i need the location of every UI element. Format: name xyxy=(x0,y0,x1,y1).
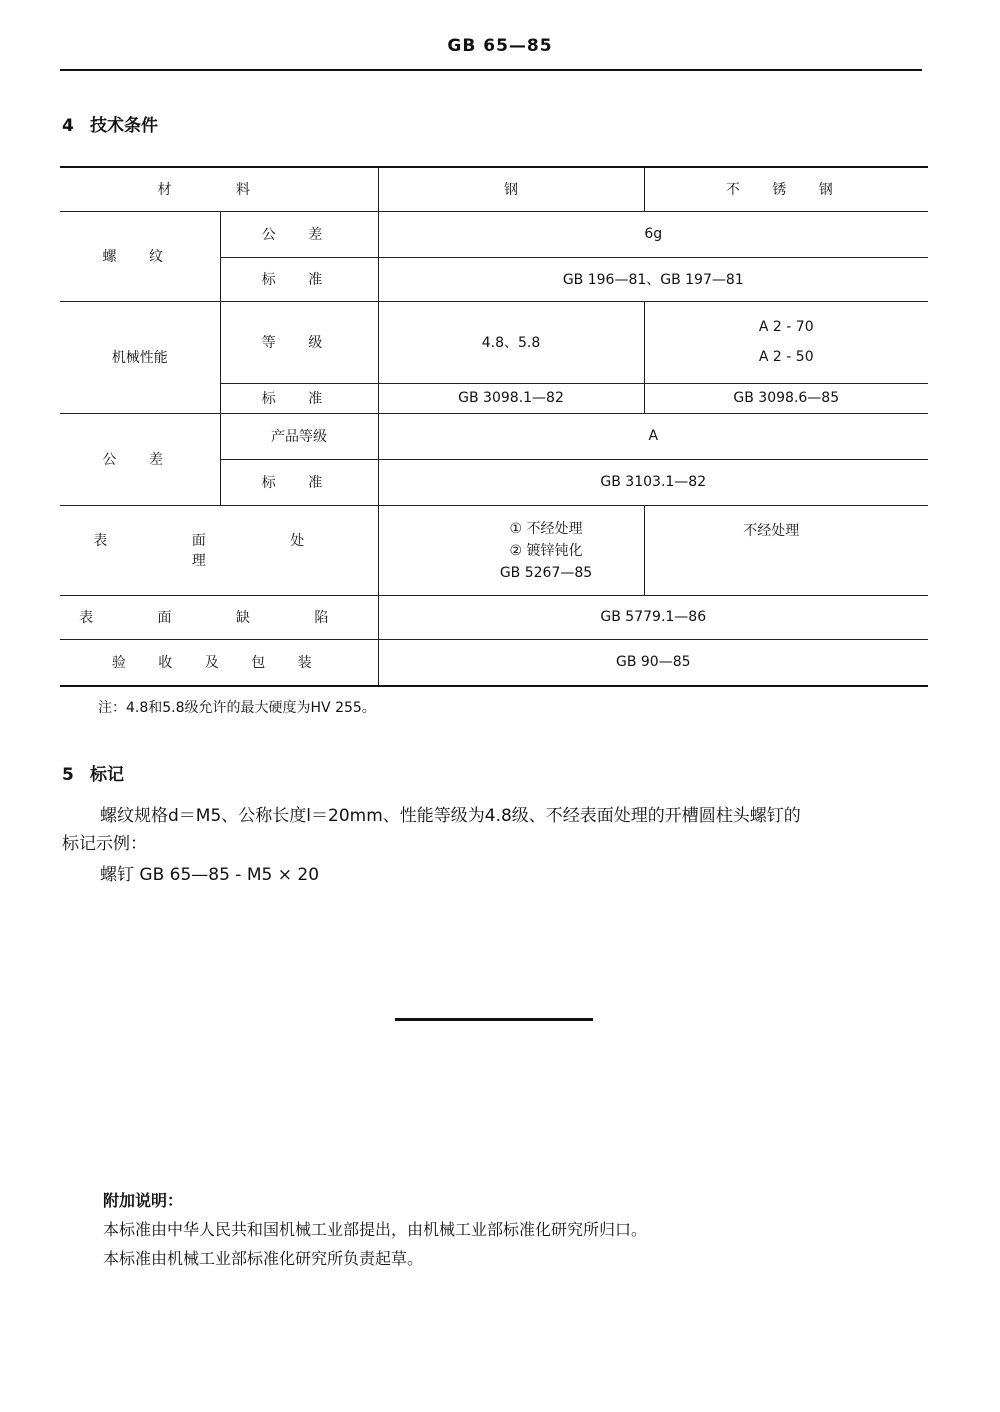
table-row xyxy=(60,505,928,595)
section-4-number: 4 xyxy=(62,116,74,136)
acceptance-packaging-label: 验 收 及 包 装 xyxy=(60,639,378,686)
acceptance-packaging-value: GB 90—85 xyxy=(378,639,928,686)
marking-example: 螺钉 GB 65—85 - M5 × 20 xyxy=(100,865,320,885)
surface-defects-label: 表 面 缺 陷 xyxy=(60,595,378,639)
product-grade-value: A xyxy=(378,413,928,459)
product-grade-label: 产品等级 xyxy=(220,413,378,459)
section-4-heading xyxy=(62,111,158,136)
tolerance-standard-value: GB 3103.1—82 xyxy=(378,459,928,505)
surface-defects-value: GB 5779.1—86 xyxy=(378,595,928,639)
thread-tolerance-label: 公 差 xyxy=(220,211,378,257)
section-5-title: 标记 xyxy=(90,765,124,785)
table-row xyxy=(60,413,928,459)
appendix-line-2: 本标准由机械工业部标准化研究所负责起草。 xyxy=(103,1249,424,1268)
mechanical-standard-label: 标 准 xyxy=(220,383,378,413)
technical-conditions-table xyxy=(60,166,928,687)
end-divider xyxy=(395,1018,593,1021)
surface-treatment-label: 表 面 处 理 xyxy=(60,505,378,595)
thread-standard-value: GB 196—81、GB 197—81 xyxy=(378,257,928,301)
header-stainless-steel: 不 锈 钢 xyxy=(644,167,928,211)
grade-stainless-a2-70: A 2 - 70 xyxy=(758,319,814,335)
thread-tolerance-value: 6g xyxy=(378,211,928,257)
surface-treatment-stainless: 不经处理 xyxy=(644,505,928,595)
header-steel: 钢 xyxy=(378,167,644,211)
section-4-title: 技术条件 xyxy=(90,116,158,136)
section-5-heading xyxy=(62,760,124,785)
table-header-row xyxy=(60,167,928,211)
thread-standard-label: 标 准 xyxy=(220,257,378,301)
header-rule xyxy=(60,69,922,71)
table-row xyxy=(60,301,928,383)
surface-option-untreated: ① 不经处理 xyxy=(509,520,583,537)
thread-label: 螺 纹 xyxy=(60,211,220,301)
tolerance-label: 公 差 xyxy=(60,413,220,505)
mechanical-grade-label: 等 级 xyxy=(220,301,378,383)
grade-stainless-a2-50: A 2 - 50 xyxy=(758,349,814,365)
mechanical-standard-stainless: GB 3098.6—85 xyxy=(644,383,928,413)
appendix-title: 附加说明： xyxy=(103,1191,184,1210)
section-5-number: 5 xyxy=(62,765,74,785)
marking-paragraph-line2: 标记示例： xyxy=(62,834,147,854)
tolerance-standard-label: 标 准 xyxy=(220,459,378,505)
surface-option-standard: GB 5267—85 xyxy=(499,564,593,581)
document-code-header: GB 65—85 xyxy=(447,36,553,56)
table-row xyxy=(60,595,928,639)
surface-treatment-steel xyxy=(378,505,644,595)
header-material: 材 料 xyxy=(60,167,378,211)
table-row xyxy=(60,639,928,686)
mechanical-standard-steel: GB 3098.1—82 xyxy=(378,383,644,413)
mechanical-grade-steel: 4.8、5.8 xyxy=(378,301,644,383)
surface-option-zinc-plated: ② 镀锌钝化 xyxy=(509,542,583,559)
table-row xyxy=(60,211,928,257)
table-note: 注：4.8和5.8级允许的最大硬度为HV 255。 xyxy=(98,700,376,716)
mechanical-properties-label: 机械性能 xyxy=(60,301,220,413)
appendix-line-1: 本标准由中华人民共和国机械工业部提出，由机械工业部标准化研究所归口。 xyxy=(103,1220,648,1239)
mechanical-grade-stainless xyxy=(644,301,928,383)
appendix xyxy=(103,1186,647,1273)
marking-paragraph-line1: 螺纹规格d＝M5、公称长度l＝20mm、性能等级为4.8级、不经表面处理的开槽圆柱头螺钉的 xyxy=(100,806,801,826)
